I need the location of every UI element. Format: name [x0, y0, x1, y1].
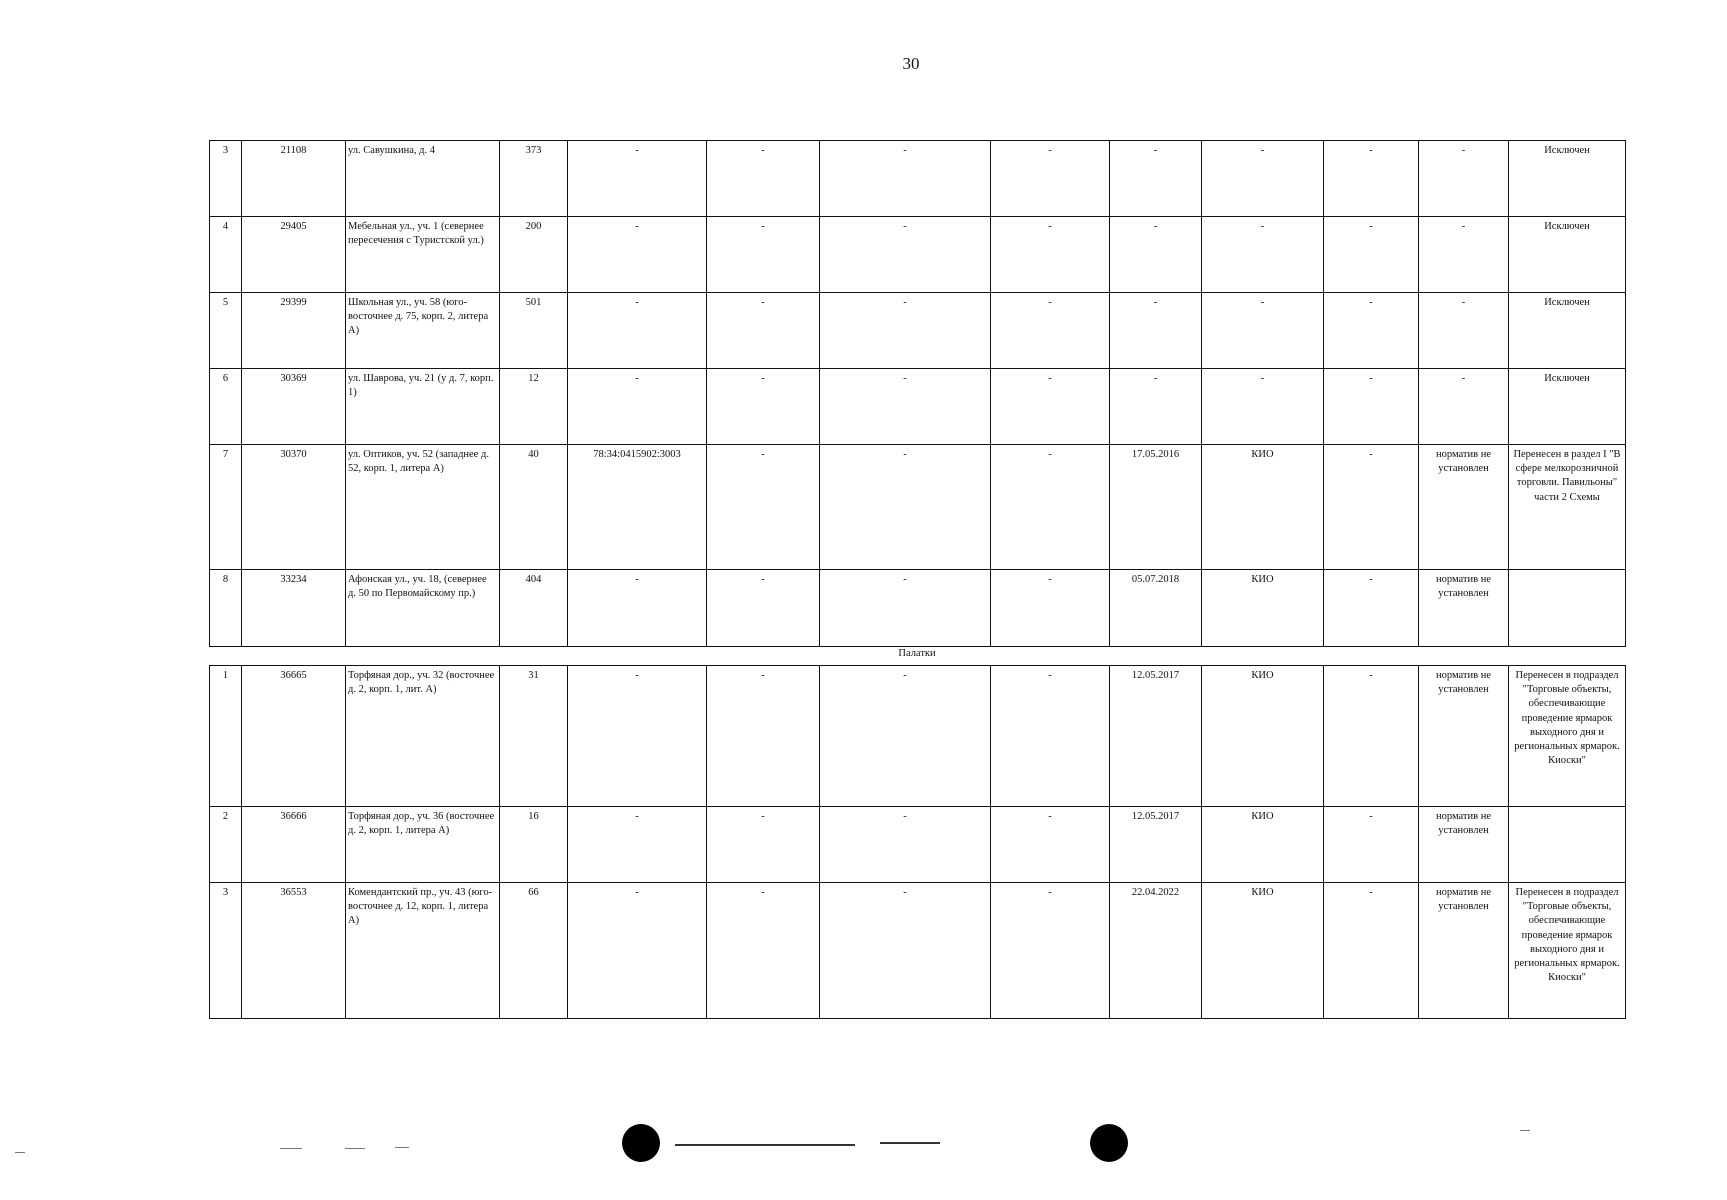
cell-col8: -: [991, 369, 1110, 445]
object-code: 36665: [242, 666, 346, 807]
object-area: 200: [500, 217, 568, 293]
cell-col8: -: [991, 807, 1110, 883]
norm-status: -: [1419, 369, 1509, 445]
cadastral-number: -: [568, 807, 707, 883]
table-row: [210, 141, 1626, 217]
scan-artifact-mark: [345, 1148, 365, 1149]
object-code: 30369: [242, 369, 346, 445]
section-title: Палатки: [898, 648, 936, 659]
object-address: Школьная ул., уч. 58 (юго-восточнее д. 75, корп. 2, литера А): [346, 293, 500, 369]
note: Исключен: [1509, 217, 1626, 293]
cell-col7: -: [820, 293, 991, 369]
organization: -: [1202, 217, 1324, 293]
cell-col11: -: [1324, 883, 1419, 1019]
organization: КИО: [1202, 807, 1324, 883]
cell-col8: -: [991, 217, 1110, 293]
cadastral-number: -: [568, 883, 707, 1019]
row-number: 7: [210, 445, 242, 570]
organization: КИО: [1202, 445, 1324, 570]
object-address: Торфяная дор., уч. 36 (восточнее д. 2, корп. 1, литера А): [346, 807, 500, 883]
norm-status: норматив не установлен: [1419, 666, 1509, 807]
cell-col6: -: [707, 141, 820, 217]
organization: -: [1202, 293, 1324, 369]
cadastral-number: 78:34:0415902:3003: [568, 445, 707, 570]
object-code: 29399: [242, 293, 346, 369]
cell-col6: -: [707, 666, 820, 807]
cell-col7: -: [820, 445, 991, 570]
object-address: Комендантский пр., уч. 43 (юго-восточнее д. 12, корп. 1, литера А): [346, 883, 500, 1019]
cell-col6: -: [707, 883, 820, 1019]
decision-date: -: [1110, 217, 1202, 293]
cell-col11: -: [1324, 141, 1419, 217]
note: [1509, 807, 1626, 883]
organization: КИО: [1202, 570, 1324, 647]
scan-artifact-mark: [395, 1147, 409, 1148]
cell-col11: -: [1324, 570, 1419, 647]
norm-status: норматив не установлен: [1419, 807, 1509, 883]
cell-col6: -: [707, 293, 820, 369]
cadastral-number: -: [568, 141, 707, 217]
cell-col8: -: [991, 883, 1110, 1019]
scan-artifact-mark: [15, 1152, 25, 1153]
object-address: ул. Шаврова, уч. 21 (у д. 7, корп. 1): [346, 369, 500, 445]
cell-col6: -: [707, 217, 820, 293]
decision-date: 12.05.2017: [1110, 666, 1202, 807]
decision-date: 17.05.2016: [1110, 445, 1202, 570]
object-address: ул. Савушкина, д. 4: [346, 141, 500, 217]
binding-hole-right: [1090, 1124, 1128, 1162]
row-number: 2: [210, 807, 242, 883]
cell-col6: -: [707, 445, 820, 570]
cadastral-number: -: [568, 570, 707, 647]
row-number: 1: [210, 666, 242, 807]
cadastral-number: -: [568, 666, 707, 807]
object-code: 36553: [242, 883, 346, 1019]
norm-status: -: [1419, 141, 1509, 217]
cell-col11: -: [1324, 369, 1419, 445]
scan-artifact-mark: [1520, 1130, 1530, 1131]
cell-col11: -: [1324, 807, 1419, 883]
object-area: 12: [500, 369, 568, 445]
table-row: [210, 293, 1626, 369]
note: Исключен: [1509, 141, 1626, 217]
row-number: 6: [210, 369, 242, 445]
norm-status: -: [1419, 293, 1509, 369]
object-area: 40: [500, 445, 568, 570]
decision-date: -: [1110, 369, 1202, 445]
cell-col7: -: [820, 217, 991, 293]
object-area: 66: [500, 883, 568, 1019]
organization: КИО: [1202, 883, 1324, 1019]
object-code: 21108: [242, 141, 346, 217]
objects-table-2: [209, 665, 1626, 1019]
norm-status: норматив не установлен: [1419, 445, 1509, 570]
object-address: Афонская ул., уч. 18, (севернее д. 50 по Первомайскому пр.): [346, 570, 500, 647]
cell-col7: -: [820, 570, 991, 647]
cell-col11: -: [1324, 666, 1419, 807]
cell-col7: -: [820, 666, 991, 807]
table-row: [210, 217, 1626, 293]
organization: -: [1202, 141, 1324, 217]
cell-col11: -: [1324, 293, 1419, 369]
cell-col6: -: [707, 570, 820, 647]
table-row: [210, 445, 1626, 570]
table-row: [210, 807, 1626, 883]
cell-col7: -: [820, 807, 991, 883]
cell-col11: -: [1324, 445, 1419, 570]
norm-status: норматив не установлен: [1419, 570, 1509, 647]
decision-date: 12.05.2017: [1110, 807, 1202, 883]
decision-date: 05.07.2018: [1110, 570, 1202, 647]
table-row: [210, 570, 1626, 647]
decision-date: 22.04.2022: [1110, 883, 1202, 1019]
cadastral-number: -: [568, 217, 707, 293]
cell-col6: -: [707, 807, 820, 883]
cell-col7: -: [820, 369, 991, 445]
object-area: 373: [500, 141, 568, 217]
cell-col8: -: [991, 570, 1110, 647]
table-row: [210, 883, 1626, 1019]
note: Перенесен в раздел I "В сфере мелкорозничной торговли. Павильоны" части 2 Схемы: [1509, 445, 1626, 570]
cell-col11: -: [1324, 217, 1419, 293]
table-row: [210, 666, 1626, 807]
row-number: 5: [210, 293, 242, 369]
row-number: 3: [210, 141, 242, 217]
decision-date: -: [1110, 293, 1202, 369]
cell-col8: -: [991, 293, 1110, 369]
cell-col7: -: [820, 883, 991, 1019]
scan-artifact-mark: [280, 1148, 302, 1149]
object-code: 30370: [242, 445, 346, 570]
object-area: 404: [500, 570, 568, 647]
note: Перенесен в подраздел "Торговые объекты, обеспечивающие проведение ярмарок выходного дня и региональных ярмарок. Киоски": [1509, 883, 1626, 1019]
scan-artifact-line: [675, 1144, 855, 1146]
decision-date: -: [1110, 141, 1202, 217]
scan-artifact-line: [880, 1142, 940, 1144]
norm-status: -: [1419, 217, 1509, 293]
note: [1509, 570, 1626, 647]
note: Исключен: [1509, 369, 1626, 445]
object-area: 501: [500, 293, 568, 369]
row-number: 3: [210, 883, 242, 1019]
table-row: [210, 369, 1626, 445]
row-number: 4: [210, 217, 242, 293]
organization: КИО: [1202, 666, 1324, 807]
row-number: 8: [210, 570, 242, 647]
objects-table-1: [209, 140, 1626, 647]
object-address: Мебельная ул., уч. 1 (севернее пересечения с Туристской ул.): [346, 217, 500, 293]
cadastral-number: -: [568, 369, 707, 445]
object-code: 36666: [242, 807, 346, 883]
object-area: 31: [500, 666, 568, 807]
object-area: 16: [500, 807, 568, 883]
object-address: ул. Оптиков, уч. 52 (западнее д. 52, корп. 1, литера А): [346, 445, 500, 570]
object-code: 29405: [242, 217, 346, 293]
cell-col6: -: [707, 369, 820, 445]
note: Перенесен в подраздел "Торговые объекты, обеспечивающие проведение ярмарок выходного дня и региональных ярмарок. Киоски": [1509, 666, 1626, 807]
note: Исключен: [1509, 293, 1626, 369]
organization: -: [1202, 369, 1324, 445]
cell-col8: -: [991, 141, 1110, 217]
norm-status: норматив не установлен: [1419, 883, 1509, 1019]
cadastral-number: -: [568, 293, 707, 369]
cell-col8: -: [991, 666, 1110, 807]
binding-hole-left: [622, 1124, 660, 1162]
page-number: 30: [902, 54, 920, 73]
cell-col7: -: [820, 141, 991, 217]
object-address: Торфяная дор., уч. 32 (восточнее д. 2, корп. 1, лит. А): [346, 666, 500, 807]
cell-col8: -: [991, 445, 1110, 570]
object-code: 33234: [242, 570, 346, 647]
